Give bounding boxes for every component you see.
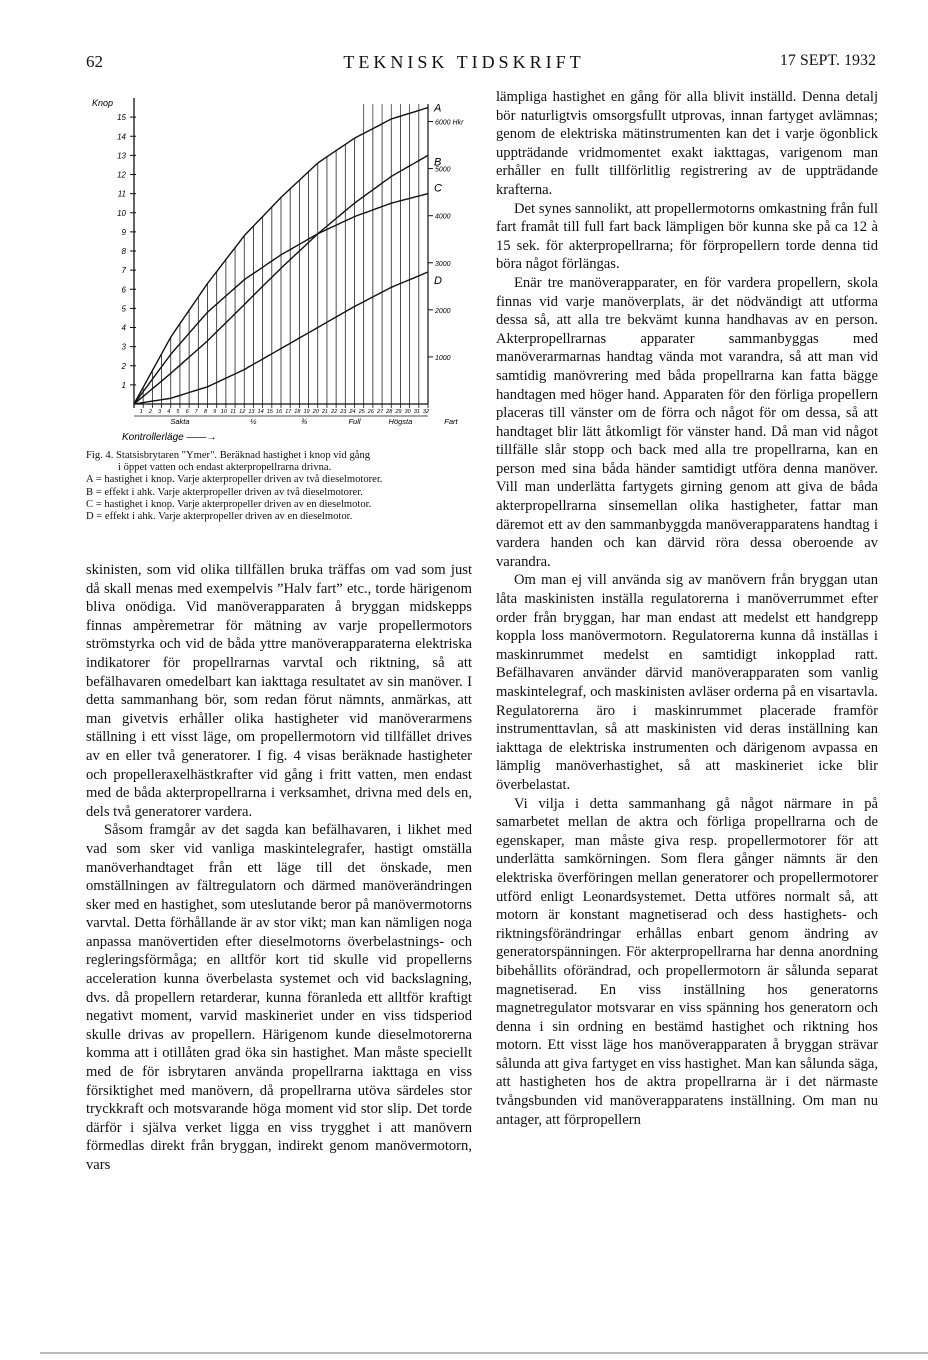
y-tick-label: 2 [121, 361, 126, 371]
journal-title: TEKNISK TIDSKRIFT [343, 52, 585, 72]
x-axis-label: Kontrollerläge ——→ [122, 432, 217, 443]
x-tick-label: 10 [220, 409, 227, 415]
x-section-label: ¾ [300, 417, 308, 426]
right-tick-label: 6000 Hkr [435, 119, 464, 127]
y-tick-label: 7 [121, 266, 126, 276]
paragraph: Om man ej vill använda sig av manövern från bryggan utan låta maskinisten inställa regulatorerna i manöverrummet efter order från bryggan, har man endast att medelst ett handgrepp koppla loss manövermotorn. Regulatorerna kunna då inställas i maskinrummet medelst en samtidigt inkopplad ratt. Befälhavaren använder därvid manöverapparaten som vanlig maskintelegraf, och maskinisten avläser orderna på en visartavla. Regulatorerna äro i maskinrummet placerade framför instrumenttavlan, så att maskinisten vid deras inställning kan iakttaga de elektriska instrumenten och därigenom avpassa en lämplig manöverhastighet, så att maskineriet icke blir överbelastat. [496, 572, 878, 793]
paragraph: Såsom framgår av det sagda kan befälhavaren, i likhet med vad som sker vid vanliga maskintelegrafer, hastigt omställa manöverhandtaget från ett läge till det önskade, men omställningen av fältregulatorn och därmed manöverändringen sker med en hastighet, som uteslutande beror på manövermotorns varvtal. Detta förhållande är av stor vikt; man kan nämligen noga anpassa manövertiden efter dieselmotorns överbelastnings- och regleringsförmåga; en alltför kort tid skulle vid propellerns acceleration kunna överbelasta systemet och vid backslagning, dvs. då propellern retarderar, kunna föranleda ett alltför kraftigt negativt moment, varvid maskineriet under en viss tidsperiod skulle drivas av propellern. Härigenom kunde dieselmotorerna komma att i otillåten grad öka sin hastighet. Man måste speciellt med de för isbrytaren använda propellrarna iakttaga en viss försiktighet med manövern, då propellrarna utöva särdeles stor tryckkraft och motsvarande höga moment vid stor slip. Det torde därför i själva verket ligga en viss trygghet i att manövern förmedlas direkt från bryggan, indirekt genom manövermotorn, vars [86, 822, 472, 1173]
x-tick-label: 6 [185, 409, 189, 415]
y-tick-label: 4 [121, 323, 126, 333]
page-header [0, 52, 928, 78]
figure-caption [86, 450, 474, 523]
right-tick-label: 5000 [435, 166, 451, 174]
x-tick-label: 11 [230, 409, 236, 415]
x-tick-label: 14 [257, 409, 264, 415]
x-tick-label: 9 [213, 409, 217, 415]
x-tick-label: 7 [194, 409, 198, 415]
caption-c: C = hastighet i knop. Varje akterpropeller driven av en dieselmotor. [86, 498, 372, 510]
x-tick-label: 3 [158, 409, 162, 415]
caption-d: D = effekt i ahk. Varje akterpropeller driven av en dieselmotor. [86, 511, 353, 523]
right-tick-label: 2000 [435, 307, 451, 315]
y-tick-label: 8 [121, 247, 126, 256]
x-tick-label: 30 [404, 409, 411, 415]
page-number: 62 [86, 52, 103, 71]
curve-label-b: B [434, 156, 442, 169]
y-tick-label: 5 [121, 304, 126, 314]
curve-label-c: C [434, 182, 442, 195]
x-tick-label: 12 [239, 409, 246, 415]
x-tick-label: 27 [376, 409, 384, 415]
x-tick-label: 29 [395, 409, 402, 415]
right-tick-label: 4000 [435, 213, 451, 221]
x-section-label: Sakta [170, 417, 190, 426]
x-tick-label: 1 [139, 409, 143, 415]
y-tick-label: 11 [117, 189, 126, 199]
x-tick-label: 23 [340, 409, 347, 415]
right-tick-label: 1000 [435, 354, 451, 362]
paragraph: Enär tre manöverapparater, en för vardera propellern, skola finnas vid varje manöverplats, är det nödvändigt att utforma dessa så, att alla tre bekvämt kunna handhavas av en person. Akterpropellrarnas apparater sammanbyggas med manöverarmarnas handtag vända mot varandra, så att man vid samtidig manövrering med båda propellrarna kan fatta bägge handtagen med höger hand. Apparaten för den förliga propellern placeras till vänster om de förra och något för om dessa, så att handtaget blir lätt åtkomligt för vänster hand. Då man vid något tillfälle slår stopp och back med alla tre propellrarna, kan en person med sina båda händer samtidigt utföra denna manöver. Vill man underlätta fartygets girning genom att giva de båda akterpropellrarna sinsemellan olika hastigheter, fattar man däremot ett av den sammanbyggda manöverapparatens handtag i vardera handen och kan därvid röra dessa oberoende av varandra. [496, 274, 878, 570]
x-tick-label: 31 [413, 409, 420, 415]
y-tick-label: 14 [117, 132, 126, 142]
x-tick-label: 15 [266, 409, 273, 415]
y-tick-label: 9 [121, 227, 126, 237]
x-section-label: Fart [444, 417, 458, 426]
y-tick-label: 1 [121, 380, 126, 390]
x-tick-label: 13 [248, 409, 255, 415]
figure-chart [86, 92, 476, 452]
y-tick-label: 15 [117, 113, 126, 123]
paragraph: Vi vilja i detta sammanhang gå något närmare in på samarbetet mellan de aktra och förliga propellrarna och de egenskaper, man måste giva resp. propellermotorer för att underlätta samkörningen. Som flera gånger nämnts är den elektriska överföringen mellan generatorer och propellermotorer utförd enligt Leonardsystemet. Detta utföres normalt så, att motorn är konstant magnetiserad och dess hastighets- och riktningsförändringar erhållas enbart genom ändring av generatorspänningen. För akterpropellrarna har denna anordning bibehållits oförändrad, och propellermotorn är sålunda separat magnetiserad. En viss inställning hos generatorns magnetregulator motsvarar en viss spänning hos generatorn och denna i sin ordning en bestämd hastighet och riktning hos motorn. Ett visst läge hos manöverapparaten å bryggan strävar sålunda att giva fartyget en viss hastighet. Man kan sålunda säga, att hastigheten hos de aktra propellrarna är i det närmaste tvångsbunden vid manöverapparatens inställning. Om man nu antager, att förpropellern [496, 795, 878, 1128]
x-section-label: ½ [250, 417, 257, 426]
y-tick-label: 6 [121, 285, 126, 295]
x-tick-label: 2 [148, 409, 152, 415]
x-tick-label: 16 [275, 409, 283, 415]
y-tick-label: 12 [117, 170, 126, 180]
y-tick-label: 3 [121, 342, 126, 352]
right-tick-label: 3000 [435, 260, 451, 268]
caption-head-2: i öppet vatten och endast akterpropellrarna drivna. [118, 462, 332, 474]
x-tick-label: 5 [176, 409, 180, 415]
paragraph: Det synes sannolikt, att propellermotorns omkastning från full fart framåt till full fart back lämpligen bör kunna ske på ca 12 à 15 sek. för akterpropellrarna; för förpropellern torde denna tid böra något förlängas. [496, 200, 878, 273]
curve-label-a: A [434, 102, 442, 115]
x-tick-label: 28 [386, 409, 393, 415]
caption-a: A = hastighet i knop. Varje akterpropeller driven av två dieselmotorer. [86, 474, 383, 486]
x-tick-label: 8 [203, 409, 208, 415]
caption-b: B = effekt i ahk. Varje akterpropeller driven av två dieselmotorer. [86, 486, 363, 498]
issue-date: 17 SEPT. 1932 [779, 52, 876, 69]
chart-grid [143, 104, 428, 404]
footer-rule [40, 1352, 928, 1354]
x-tick-label: 26 [367, 409, 374, 415]
left-column [86, 561, 472, 1175]
right-column [496, 88, 878, 1129]
x-tick-label: 17 [285, 409, 292, 415]
x-section-label: Full [348, 417, 361, 426]
x-tick-label: 32 [422, 409, 430, 415]
x-tick-label: 21 [321, 409, 329, 415]
y-tick-label: 13 [117, 151, 126, 161]
x-tick-label: 4 [167, 409, 171, 415]
paragraph: skinisten, som vid olika tillfällen bruka träffas om vad som just då skall menas med exempelvis ”Halv fart” etc., torde härigenom bliva onödiga. Vid manöverapparaten å bryggan midskepps finnas ampèremetrar för mätning av varje propellermotors strömstyrka och vid de båda yttre manöverapparaterna elektriska indikatorer för propellrarnas varvtal och riktning, så att befälhavaren omedelbart kan iakttaga resultatet av sin manöver. I detta sammanhang bör, som redan förut nämnts, anmärkas, att man givetvis erhåller olika hastigheter vid manöverarmens ställning i ett visst läge, om propellermotorn vid tillfället drives av en eller två generatorer. I fig. 4 visas beräknade hastigheter och propelleraxelhästkrafter vid gång i fritt vatten, men endast med de båda akterpropellrarna i verksamhet, drivna med dels en, dels två generatorer vardera. [86, 562, 472, 820]
x-tick-label: 19 [303, 409, 310, 415]
x-tick-label: 24 [349, 409, 356, 415]
x-tick-label: 18 [294, 409, 301, 415]
y-axis-label: Knop [92, 98, 114, 108]
curve-label-d: D [434, 275, 442, 288]
x-section-label: Högsta [388, 417, 413, 426]
x-tick-label: 25 [358, 409, 365, 415]
y-tick-label: 10 [117, 208, 126, 218]
caption-head: Fig. 4. Statsisbrytaren "Ymer". Beräknad hastighet i knop vid gång [86, 450, 371, 461]
paragraph: lämpliga hastighet en gång för alla blivit inställd. Denna detalj bör naturligtvis omsorgsfullt utprovas, innan fartyget avlämnas; genom de elektriska mätinstrumenten kan det i varje ögonblick uppträdande vridmomentet exakt iakttagas, varigenom man erhåller en fullt tillförlitlig registrering av de uppträdande krafterna. [496, 89, 878, 198]
x-tick-label: 20 [312, 409, 319, 415]
x-tick-label: 22 [331, 409, 338, 415]
